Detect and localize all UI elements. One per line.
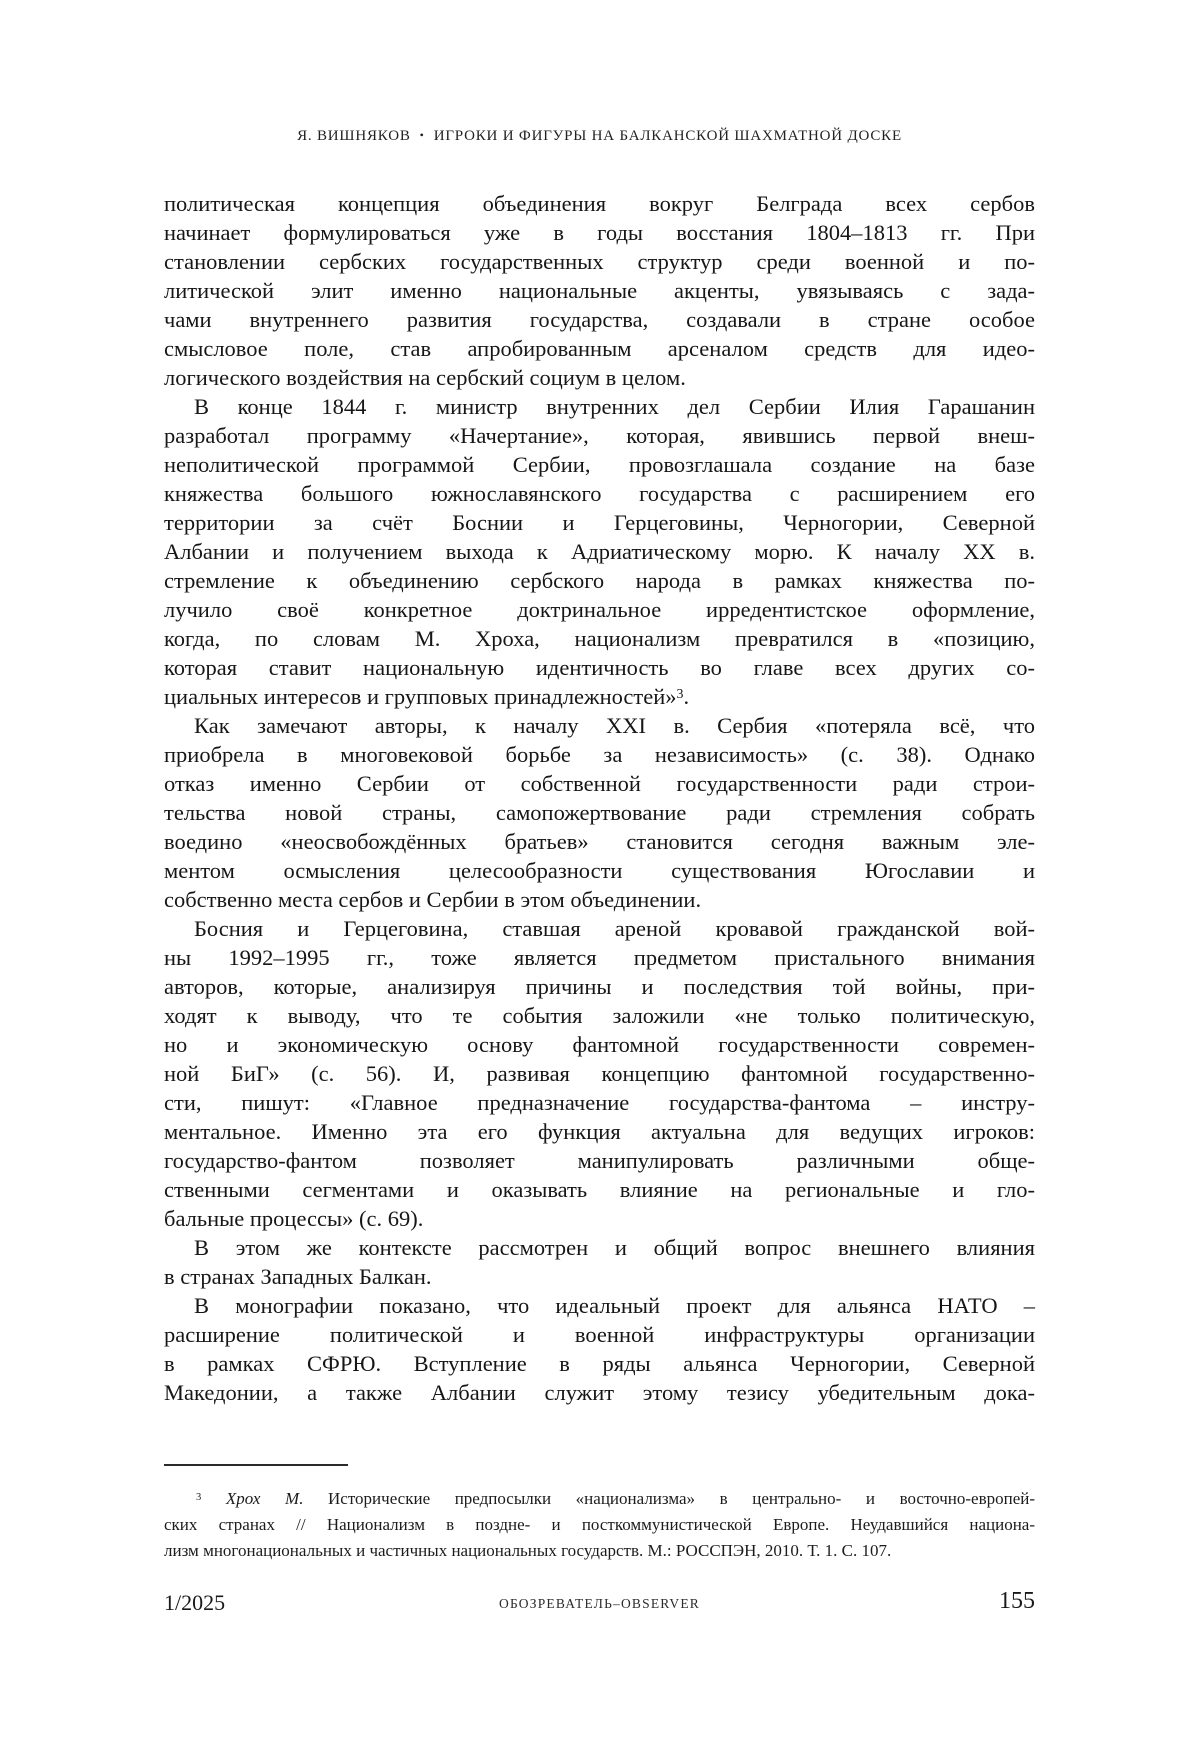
footnote-line [164,1486,1035,1512]
footnote-line: ских странах // Национализм в поздне- и посткоммунистической Европе. Неудавшийся национа- [164,1515,1035,1534]
body-line: ментом осмысления целесообразности существования Югославии и [164,858,1035,883]
body-line: княжества большого южнославянского государства с расширением его [164,481,1035,506]
running-header [164,128,1035,145]
body-line: неполитической программой Сербии, провозглашала создание на базе [164,452,1035,477]
journal-name: ОБОЗРЕВАТЕЛЬ–OBSERVER [499,1596,700,1611]
footnote-rule [164,1464,348,1466]
bullet-separator-icon: • [419,128,425,142]
body-line: В этом же контексте рассмотрен и общий вопрос внешнего влияния [194,1235,1035,1260]
body-line: сти, пишут: «Главное предназначение государства-фантома – инстру- [164,1090,1035,1115]
body-line: ны 1992–1995 гг., тоже является предметом пристального внимания [164,945,1035,970]
body-line: расширение политической и военной инфраструктуры организации [164,1322,1035,1347]
header-article-title: ИГРОКИ И ФИГУРЫ НА БАЛКАНСКОЙ ШАХМАТНОЙ ДОСКЕ [433,128,902,144]
footnote-text: Исторические предпосылки «национализма» в центрально- и восточно-европей- [303,1489,1036,1508]
body-line: но и экономическую основу фантомной государственности современ- [164,1032,1035,1057]
page-number: 155 [999,1588,1035,1614]
body-line: лучило своё конкретное доктринальное ирредентистское оформление, [164,597,1035,622]
body-line: собственно места сербов и Сербии в этом объединении. [164,887,702,912]
body-line: политическая концепция объединения вокруг Белграда всех сербов [164,191,1035,216]
body-line: территории за счёт Боснии и Герцеговины, Черногории, Северной [164,510,1035,535]
body-line: тельства новой страны, самопожертвование ради стремления собрать [164,800,1035,825]
body-line: чами внутреннего развития государства, создавали в стране особое [164,307,1035,332]
issue-number: 1/2025 [164,1590,226,1615]
body-line: Босния и Герцеговина, ставшая ареной кровавой гражданской вой- [194,916,1035,941]
body-line: ходят к выводу, что те события заложили «не только политическую, [164,1003,1035,1028]
footnote-marker: 3 [196,1492,202,1503]
body-line: авторов, которые, анализируя причины и последствия той войны, при- [164,974,1035,999]
body-line: стремление к объединению сербского народа в рамках княжества по- [164,568,1035,593]
body-line: когда, по словам М. Хроха, национализм превратился в «позицию, [164,626,1035,651]
body-line: В монографии показано, что идеальный проект для альянса НАТО – [194,1293,1035,1318]
body-line: государство-фантом позволяет манипулировать различными обще- [164,1148,1035,1173]
body-line: ной БиГ» (с. 56). И, развивая концепцию фантомной государственно- [164,1061,1035,1086]
body-line: разработал программу «Начертание», которая, явившись первой внеш- [164,423,1035,448]
body-line: отказ именно Сербии от собственной государственности ради строи- [164,771,1035,796]
body-line: ственными сегментами и оказывать влияние на региональные и гло- [164,1177,1035,1202]
body-line: в странах Западных Балкан. [164,1264,432,1289]
body-line: Албании и получением выхода к Адриатическому морю. К началу XX в. [164,539,1035,564]
body-line: ментальное. Именно эта его функция актуальна для ведущих игроков: [164,1119,1035,1144]
body-line: смысловое поле, став апробированным арсеналом средств для идео- [164,336,1035,361]
body-line: литической элит именно национальные акценты, увязываясь с зада- [164,278,1035,303]
footnote-line: лизм многонациональных и частичных национальных государств. М.: РОССПЭН, 2010. Т. 1. С. 107. [164,1541,892,1560]
body-line: которая ставит национальную идентичность во главе всех других со- [164,655,1035,680]
article-body [164,189,1035,1407]
body-line: В конце 1844 г. министр внутренних дел Сербии Илия Гарашанин [194,394,1035,419]
footnote-author: Хрох М. [225,1489,304,1508]
body-line: Македонии, а также Албании служит этому тезису убедительным дока- [164,1380,1035,1405]
body-line: бальные процессы» (с. 69). [164,1206,424,1231]
body-line: Как замечают авторы, к началу XXI в. Сербия «потеряла всё, что [194,713,1035,738]
body-line: начинает формулироваться уже в годы восстания 1804–1813 гг. При [164,220,1035,245]
page-footer [164,1588,1035,1618]
body-line: становлении сербских государственных структур среди военной и по- [164,249,1035,274]
header-author: Я. ВИШНЯКОВ [297,128,411,144]
body-line: в рамках СФРЮ. Вступление в ряды альянса Черногории, Северной [164,1351,1035,1376]
body-line: циальных интересов и групповых принадлежностей»$^3$. [164,684,690,709]
body-line: воедино «неосвобождённых братьев» становится сегодня важным эле- [164,829,1035,854]
footnote [164,1486,1035,1564]
body-line: логического воздействия на сербский социум в целом. [164,365,686,390]
body-line: приобрела в многовековой борьбе за независимость» (с. 38). Однако [164,742,1035,767]
